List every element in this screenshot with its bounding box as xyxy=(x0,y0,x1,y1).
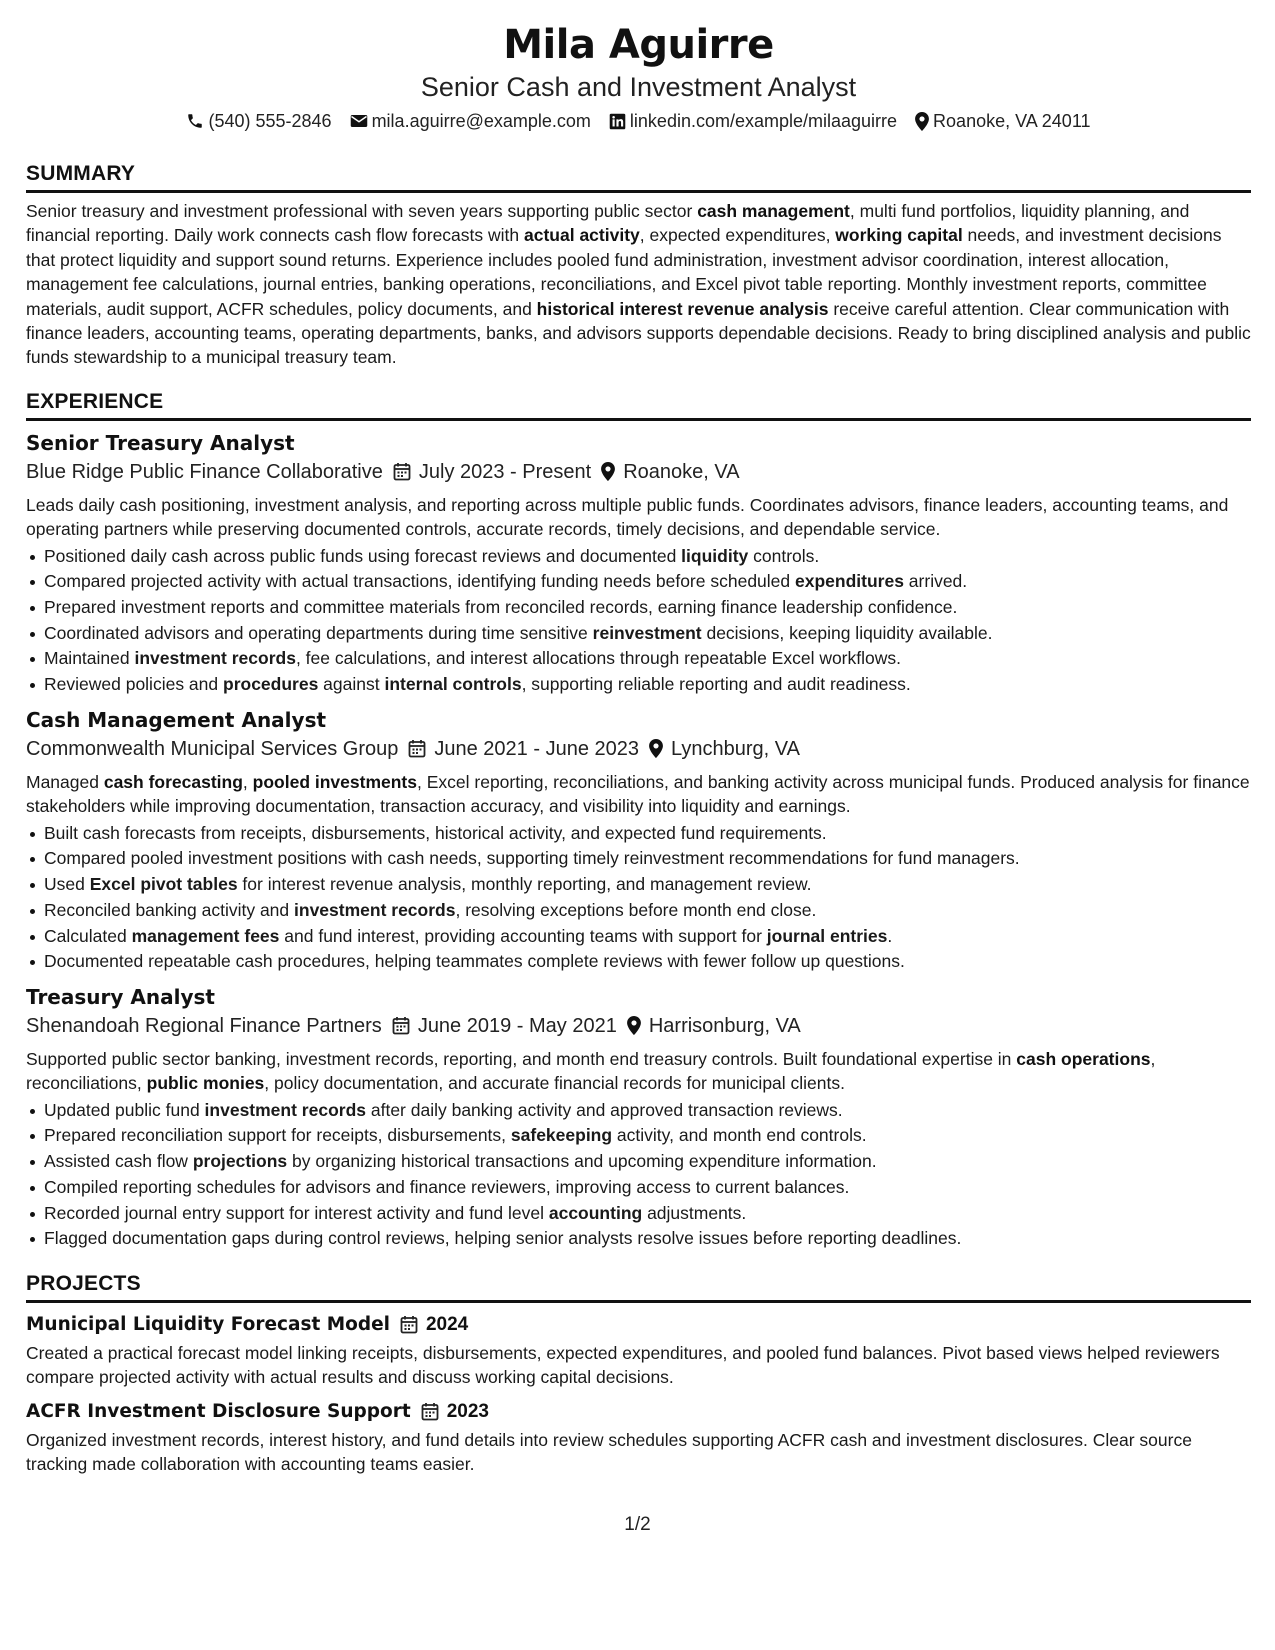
calendar-icon xyxy=(408,739,426,758)
project-title: ACFR Investment Disclosure Support xyxy=(26,1400,411,1422)
job-title: Senior Treasury Analyst xyxy=(26,430,295,455)
job-meta xyxy=(26,734,1251,764)
contact-linkedin[interactable] xyxy=(609,108,897,134)
contact-linkedin-text: linkedin.com/example/milaaguirre xyxy=(629,111,898,131)
bullet-item: Maintained investment records, fee calculations, and interest allocations through repeatable Excel workflows. xyxy=(26,646,1251,672)
summary-heading: SUMMARY xyxy=(26,160,1251,193)
bullet-item: Prepared reconciliation support for receipts, disbursements, safekeeping activity, and month end controls. xyxy=(26,1123,1251,1149)
job-meta xyxy=(26,1011,1251,1041)
calendar-icon xyxy=(392,1016,410,1035)
summary-text: Senior treasury and investment professional with seven years supporting public sector cash management, multi fund portfolios, liquidity planning, and financial reporting. Daily work connects cash flow forecasts with actual activity, expected expenditures, working capital needs, and investment decisions that protect liquidity and support sound returns. Experience includes pooled fund administration, investment advisor coordination, interest allocation, management fee calculations, journal entries, banking operations, reconciliations, and Excel pivot table reporting. Monthly investment reports, committee materials, audit support, ACFR schedules, policy documents, and historical interest revenue analysis receive careful attention. Clear communication with finance leaders, accounting teams, operating departments, banks, and advisors supports dependable decisions. Ready to bring disciplined analysis and public funds stewardship to a municipal treasury team. xyxy=(26,201,1251,368)
location-icon xyxy=(915,112,929,131)
job-dates: June 2021 - June 2023 xyxy=(434,737,639,760)
bullet-item: Reviewed policies and procedures against internal controls, supporting reliable reporting and audit readiness. xyxy=(26,672,1251,698)
bullet-item: Recorded journal entry support for interest activity and fund level accounting adjustments. xyxy=(26,1201,1251,1227)
candidate-title: Senior Cash and Investment Analyst xyxy=(420,72,857,102)
contact-email-text: mila.aguirre@example.com xyxy=(371,111,591,131)
job-dates: July 2023 - Present xyxy=(418,460,592,483)
bullet-item: Calculated management fees and fund interest, providing accounting teams with support for journal entries. xyxy=(26,924,1251,950)
project-description: Created a practical forecast model linking receipts, disbursements, expected expenditures, and pooled fund balances. Pivot based views helped reviewers compare projected activity with actual results and discuss working capital decisions. xyxy=(26,1342,1220,1388)
job-bullets xyxy=(26,1098,1251,1252)
job-bullets xyxy=(26,821,1251,975)
bullet-item: Documented repeatable cash procedures, helping teammates complete reviews with fewer follow up questions. xyxy=(26,949,1251,975)
resume-page xyxy=(26,20,1251,1477)
bullet-item: Compared pooled investment positions with cash needs, supporting timely reinvestment recommendations for fund managers. xyxy=(26,846,1251,872)
resume-header xyxy=(26,20,1251,134)
calendar-icon xyxy=(393,462,411,481)
location-icon xyxy=(627,1016,641,1035)
bullet-item: Updated public fund investment records after daily banking activity and approved transaction reviews. xyxy=(26,1098,1251,1124)
job-company: Shenandoah Regional Finance Partners xyxy=(26,1014,382,1037)
job-dates: June 2019 - May 2021 xyxy=(417,1014,617,1037)
bullet-item: Prepared investment reports and committee materials from reconciled records, earning finance leadership confidence. xyxy=(26,595,1251,621)
job-description: Leads daily cash positioning, investment analysis, and reporting across multiple public funds. Coordinates advisors, finance leaders, accounting teams, and operating partners while preserving documented controls, accurate records, timely decisions, and dependable service. xyxy=(26,494,1229,540)
bullet-item: Assisted cash flow projections by organizing historical transactions and upcoming expenditure information. xyxy=(26,1149,1251,1175)
job-location: Harrisonburg, VA xyxy=(648,1014,801,1037)
project-year: 2024 xyxy=(425,1313,469,1335)
job-meta xyxy=(26,457,1251,487)
job-entry xyxy=(26,706,1251,975)
bullet-item: Built cash forecasts from receipts, disbursements, historical activity, and expected fund requirements. xyxy=(26,821,1251,847)
bullet-item: Reconciled banking activity and investment records, resolving exceptions before month end close. xyxy=(26,898,1251,924)
calendar-icon xyxy=(421,1402,439,1421)
contact-phone-text: (540) 555-2846 xyxy=(208,111,332,131)
linkedin-icon xyxy=(609,113,626,130)
candidate-name: Mila Aguirre xyxy=(503,22,774,68)
job-entry xyxy=(26,429,1251,698)
job-title: Cash Management Analyst xyxy=(26,707,327,732)
project-description: Organized investment records, interest history, and fund details into review schedules supporting ACFR cash and investment disclosures. Clear source tracking made collaboration with accounting teams easier. xyxy=(26,1429,1192,1475)
contact-email[interactable] xyxy=(350,108,591,134)
calendar-icon xyxy=(400,1315,418,1334)
location-icon xyxy=(649,739,663,758)
bullet-item: Compiled reporting schedules for advisors and finance reviewers, improving access to current balances. xyxy=(26,1175,1251,1201)
job-description: Supported public sector banking, investment records, reporting, and month end treasury controls. Built foundational expertise in cash operations, reconciliations, public monies, policy documentation, and accurate financial records for municipal clients. xyxy=(26,1048,1156,1094)
bullet-item: Compared projected activity with actual transactions, identifying funding needs before scheduled expenditures arrived. xyxy=(26,569,1251,595)
project-title: Municipal Liquidity Forecast Model xyxy=(26,1313,390,1335)
bullet-item: Positioned daily cash across public funds using forecast reviews and documented liquidity controls. xyxy=(26,544,1251,570)
bullet-item: Coordinated advisors and operating departments during time sensitive reinvestment decisions, keeping liquidity available. xyxy=(26,621,1251,647)
bullet-item: Used Excel pivot tables for interest revenue analysis, monthly reporting, and management review. xyxy=(26,872,1251,898)
job-company: Blue Ridge Public Finance Collaborative xyxy=(26,460,383,483)
contact-phone[interactable] xyxy=(186,108,331,134)
page-number: 1/2 xyxy=(624,1514,651,1535)
contact-location-text: Roanoke, VA 24011 xyxy=(933,111,1091,131)
experience-heading: EXPERIENCE xyxy=(26,388,1251,421)
job-title: Treasury Analyst xyxy=(26,984,215,1009)
phone-icon xyxy=(186,112,204,130)
job-entry xyxy=(26,983,1251,1252)
job-description: Managed cash forecasting, pooled investments, Excel reporting, reconciliations, and banking activity across municipal funds. Produced analysis for finance stakeholders while improving documentation, transaction accuracy, and visibility into liquidity and earnings. xyxy=(26,771,1250,817)
project-entry xyxy=(26,1311,1251,1390)
projects-heading: PROJECTS xyxy=(26,1270,1251,1303)
job-location: Lynchburg, VA xyxy=(670,737,800,760)
job-company: Commonwealth Municipal Services Group xyxy=(26,737,399,760)
project-entry xyxy=(26,1398,1251,1477)
job-bullets xyxy=(26,544,1251,698)
contact-row xyxy=(26,108,1251,134)
bullet-item: Flagged documentation gaps during control reviews, helping senior analysts resolve issues before reporting deadlines. xyxy=(26,1226,1251,1252)
location-icon xyxy=(601,462,615,481)
job-location: Roanoke, VA xyxy=(623,460,740,483)
email-icon xyxy=(350,113,368,129)
project-year: 2023 xyxy=(446,1400,489,1422)
contact-location xyxy=(915,108,1090,134)
